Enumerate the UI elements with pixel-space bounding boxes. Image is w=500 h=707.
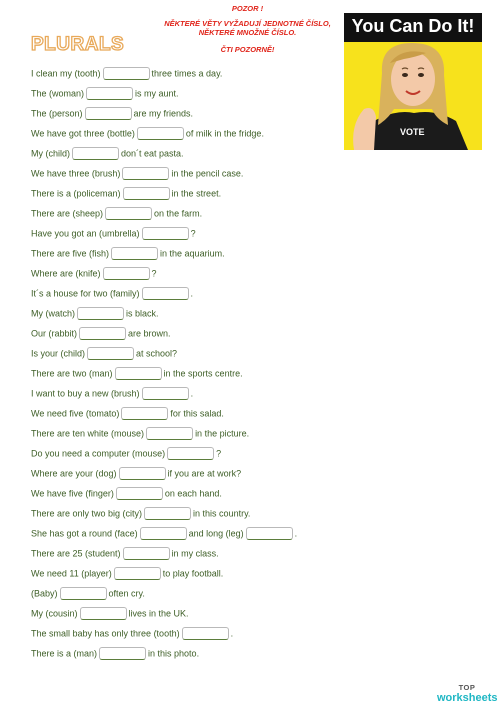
motivation-banner [344, 13, 482, 150]
answer-blank[interactable] [123, 547, 170, 560]
answer-blank[interactable] [99, 647, 146, 660]
sentence-end: for this salad. [170, 408, 224, 419]
footer-logo[interactable] [437, 683, 497, 704]
sentence-middle: and long (leg) [188, 528, 244, 539]
sentence-start: There are ten white (mouse) [31, 428, 145, 439]
sentence-end: are my friends. [133, 108, 194, 119]
sentence-end: in the picture. [195, 428, 250, 439]
answer-blank[interactable] [116, 487, 163, 500]
sentence-end: at school? [136, 348, 178, 359]
exercise-row [31, 426, 249, 440]
sentence-start: We need 11 (player) [31, 568, 112, 579]
sentence-start: I want to buy a new (brush) [31, 388, 140, 399]
sentence-end: . [294, 528, 298, 539]
answer-blank[interactable] [103, 267, 150, 280]
answer-blank[interactable] [182, 627, 229, 640]
sentence-start: Have you got an (umbrella) [31, 228, 140, 239]
sentence-end: often cry. [108, 588, 145, 599]
exercise-row [31, 566, 223, 580]
sentence-end: . [190, 388, 194, 399]
exercise-row [31, 466, 241, 480]
exercise-row [31, 346, 177, 360]
exercise-row [31, 606, 189, 620]
sentence-start: It´s a house for two (family) [31, 288, 140, 299]
sentence-end: ? [216, 448, 222, 459]
sentence-end: is black. [126, 308, 159, 319]
sentence-end: lives in the UK. [128, 608, 189, 619]
answer-blank[interactable] [121, 407, 168, 420]
sentence-end: don´t eat pasta. [121, 148, 184, 159]
sentence-start: Where are (knife) [31, 268, 101, 279]
svg-text:VOTE: VOTE [400, 127, 425, 137]
exercise-row [31, 186, 221, 200]
exercise-row [31, 526, 297, 540]
sentence-start: My (watch) [31, 308, 76, 319]
answer-blank[interactable] [123, 187, 170, 200]
sentence-start: I clean my (tooth) [31, 68, 101, 79]
exercise-row [31, 586, 145, 600]
sentence-start: Do you need a computer (mouse) [31, 448, 166, 459]
worksheet-title: PLURALS [31, 34, 125, 55]
exercise-row [31, 506, 250, 520]
answer-blank[interactable] [72, 147, 119, 160]
answer-blank[interactable] [142, 227, 189, 240]
answer-blank[interactable] [105, 207, 152, 220]
exercise-row [31, 446, 221, 460]
sentence-end: ? [190, 228, 196, 239]
answer-blank[interactable] [111, 247, 158, 260]
sentence-end: on the farm. [154, 208, 203, 219]
answer-blank[interactable] [119, 467, 166, 480]
sentence-end: is my aunt. [135, 88, 179, 99]
answer-blank[interactable] [85, 107, 132, 120]
sentence-start: My (child) [31, 148, 71, 159]
sentence-start: We need five (tomato) [31, 408, 120, 419]
exercise-row [31, 646, 199, 660]
answer-blank[interactable] [142, 387, 189, 400]
exercise-row [31, 166, 243, 180]
sentence-end: three times a day. [151, 68, 223, 79]
sentence-start: Is your (child) [31, 348, 86, 359]
answer-blank[interactable] [137, 127, 184, 140]
sentence-start: There is a (man) [31, 648, 98, 659]
exercise-row [31, 226, 196, 240]
avatar-illustration [344, 13, 482, 150]
sentence-end: in my class. [171, 548, 219, 559]
sentence-end: in the sports centre. [163, 368, 243, 379]
exercise-row [31, 146, 184, 160]
exercise-row [31, 246, 225, 260]
sentence-start: There are 25 (student) [31, 548, 121, 559]
warning-line-3: ČTI POZORNĚ! [220, 45, 275, 54]
answer-blank[interactable] [79, 327, 126, 340]
answer-blank[interactable] [114, 567, 161, 580]
sentence-end: on each hand. [164, 488, 222, 499]
exercise-row [31, 486, 222, 500]
sentence-start: Our (rabbit) [31, 328, 78, 339]
sentence-end: in the aquarium. [160, 248, 225, 259]
answer-blank[interactable] [87, 347, 134, 360]
exercise-row [31, 386, 193, 400]
answer-blank[interactable] [103, 67, 150, 80]
sentence-end: are brown. [128, 328, 171, 339]
sentence-end: in this photo. [148, 648, 200, 659]
exercise-row [31, 86, 179, 100]
sentence-end: . [190, 288, 194, 299]
sentence-start: We have got three (bottle) [31, 128, 135, 139]
sentence-end: in the street. [171, 188, 222, 199]
sentence-start: (Baby) [31, 588, 58, 599]
sentence-start: There are only two big (city) [31, 508, 143, 519]
exercise-row [31, 326, 171, 340]
warning-heading: POZOR ! [231, 4, 264, 13]
sentence-end: if you are at work? [167, 468, 242, 479]
exercise-row [31, 546, 219, 560]
answer-blank[interactable] [60, 587, 107, 600]
exercise-row [31, 266, 157, 280]
answer-blank[interactable] [77, 307, 124, 320]
sentence-end: ? [151, 268, 157, 279]
exercise-row [31, 206, 202, 220]
answer-blank[interactable] [167, 447, 214, 460]
sentence-end: in the pencil case. [171, 168, 244, 179]
answer-blank[interactable] [122, 167, 169, 180]
sentence-end: of milk in the fridge. [185, 128, 264, 139]
sentence-start: There are two (man) [31, 368, 113, 379]
exercise-row [31, 626, 233, 640]
footer-brand-text: worksheets [437, 692, 498, 704]
sentence-end: . [230, 628, 234, 639]
answer-blank[interactable] [246, 527, 293, 540]
exercise-row [31, 406, 224, 420]
sentence-start: There are five (fish) [31, 248, 110, 259]
answer-blank[interactable] [86, 87, 133, 100]
sentence-start: There is a (policeman) [31, 188, 121, 199]
sentence-start: The small baby has only three (tooth) [31, 628, 180, 639]
footer-top-text: TOP [458, 683, 476, 692]
sentence-end: to play football. [162, 568, 224, 579]
exercise-row [31, 306, 159, 320]
answer-blank[interactable] [142, 287, 189, 300]
sentence-start: We have five (finger) [31, 488, 114, 499]
exercise-row [31, 286, 193, 300]
answer-blank[interactable] [140, 527, 187, 540]
answer-blank[interactable] [144, 507, 191, 520]
answer-blank[interactable] [115, 367, 162, 380]
sentence-start: We have three (brush) [31, 168, 121, 179]
answer-blank[interactable] [146, 427, 193, 440]
exercise-row [31, 106, 193, 120]
sentence-start: My (cousin) [31, 608, 78, 619]
warning-line-2: NĚKTERÉ MNOŽNÉ ČÍSLO. [198, 28, 297, 37]
sentence-end: in this country. [193, 508, 251, 519]
exercise-row [31, 126, 264, 140]
sentence-start: She has got a round (face) [31, 528, 138, 539]
sentence-start: The (person) [31, 108, 83, 119]
sentence-start: Where are your (dog) [31, 468, 117, 479]
answer-blank[interactable] [80, 607, 127, 620]
sentence-start: There are (sheep) [31, 208, 104, 219]
exercise-row [31, 366, 243, 380]
sentence-start: The (woman) [31, 88, 85, 99]
warning-line-1: NĚKTERÉ VĚTY VYŽADUJÍ JEDNOTNÉ ČÍSLO, [164, 19, 331, 28]
exercise-row [31, 66, 222, 80]
banner-text: You Can Do It! [351, 16, 475, 36]
